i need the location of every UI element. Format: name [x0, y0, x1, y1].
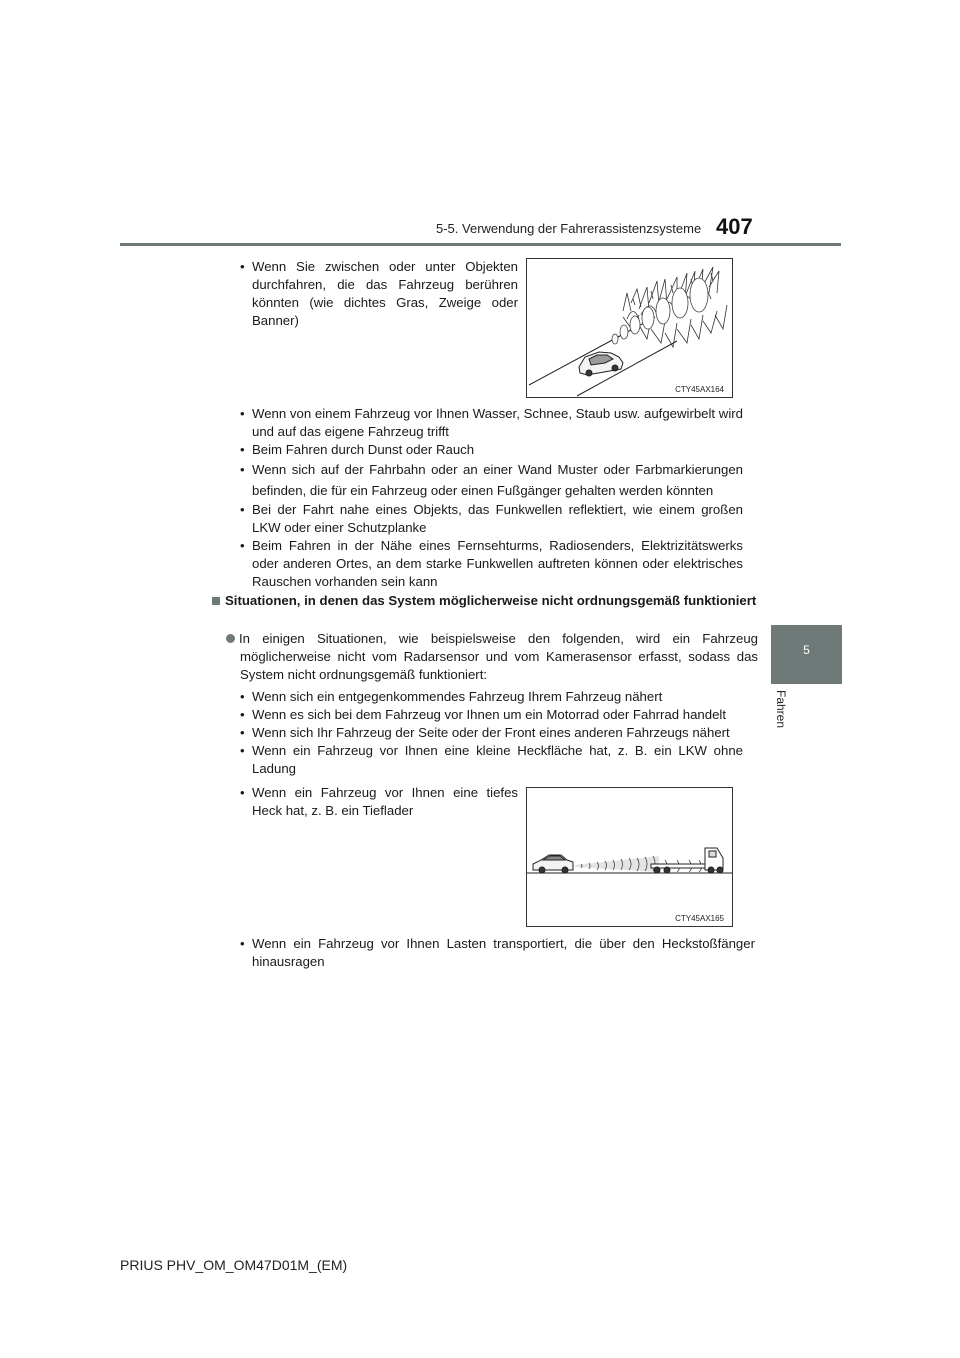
figure-low-trailer: [526, 787, 733, 927]
circle-bullet-icon: [226, 634, 235, 643]
truck-icon: [651, 848, 723, 873]
section-title: 5-5. Verwendung der Fahrerassistenzsysteme: [436, 221, 702, 236]
intro-text: In einigen Situationen, wie beispielsweise den folgenden, wird ein Fahrzeug möglicherweise nicht vom Radarsensor und vom Kamerasensor erfasst, sodass das System nicht ordnungsgemäß funktioniert:: [239, 631, 758, 682]
car-icon: [533, 855, 573, 873]
vegetation-illustration: [527, 259, 732, 397]
list-item: • Wenn Sie zwischen oder unter Objekten durchfahren, die das Fahrzeug berühren könnten (wie dichtes Gras, Zweige oder Banner): [240, 258, 518, 330]
list-item: • Wenn ein Fahrzeug vor Ihnen eine kleine Heckfläche hat, z. B. ein LKW ohne Ladung: [240, 742, 743, 778]
figure-code: CTY45AX164: [675, 385, 724, 394]
figure-dense-vegetation: [526, 258, 733, 398]
page-number: 407: [716, 214, 753, 239]
footer-doc-id: PRIUS PHV_OM_OM47D01M_(EM): [120, 1257, 348, 1273]
figure-code: CTY45AX165: [675, 914, 724, 923]
list-item: • Wenn ein Fahrzeug vor Ihnen Lasten transportiert, die über den Heckstoßfänger hinausragen: [240, 935, 755, 971]
square-bullet-icon: [212, 597, 220, 605]
list-item: • Wenn von einem Fahrzeug vor Ihnen Wasser, Schnee, Staub usw. aufgewirbelt wird und auf das eigene Fahrzeug trifft: [240, 405, 743, 441]
list-item: • Bei der Fahrt nahe eines Objekts, das Funkwellen reflektiert, wie einem großen LKW oder einer Schutzplanke: [240, 501, 743, 537]
intro-paragraph: [226, 630, 758, 684]
chapter-tab: [771, 625, 842, 684]
list-item: • Wenn sich Ihr Fahrzeug der Seite oder der Front eines anderen Fahrzeugs nähert: [240, 724, 743, 742]
chapter-label: [774, 690, 811, 750]
list-item: • Wenn sich auf der Fahrbahn oder an einer Wand Muster oder Farbmarkierungen befinden, die für ein Fahrzeug oder einen Fußgänger gehalten werden könnten: [240, 459, 743, 501]
list-item: • Wenn ein Fahrzeug vor Ihnen eine tiefes Heck hat, z. B. ein Tieflader: [240, 784, 518, 820]
section-heading: [212, 592, 760, 610]
bullet-list: [240, 405, 743, 591]
list-item: • Wenn es sich bei dem Fahrzeug vor Ihnen um ein Motorrad oder Fahrrad handelt: [240, 706, 743, 724]
chapter-number: 5: [803, 643, 810, 657]
bullet-list: [240, 688, 743, 778]
car-icon: [579, 352, 623, 376]
list-item: • Beim Fahren durch Dunst oder Rauch: [240, 441, 743, 459]
trailer-illustration: [527, 788, 732, 926]
list-item: • Beim Fahren in der Nähe eines Fernsehturms, Radiosenders, Elektrizitätswerks oder anderen Ortes, an dem starke Funkwellen auftreten können oder elektrisches Rauschen vorhanden sein kann: [240, 537, 743, 591]
section-heading-text: Situationen, in denen das System möglicherweise nicht ordnungsgemäß funktioniert: [225, 593, 757, 608]
header-rule: [120, 243, 841, 246]
list-item: • Wenn sich ein entgegenkommendes Fahrzeug Ihrem Fahrzeug nähert: [240, 688, 743, 706]
chapter-label-text: Fahren: [774, 690, 788, 729]
